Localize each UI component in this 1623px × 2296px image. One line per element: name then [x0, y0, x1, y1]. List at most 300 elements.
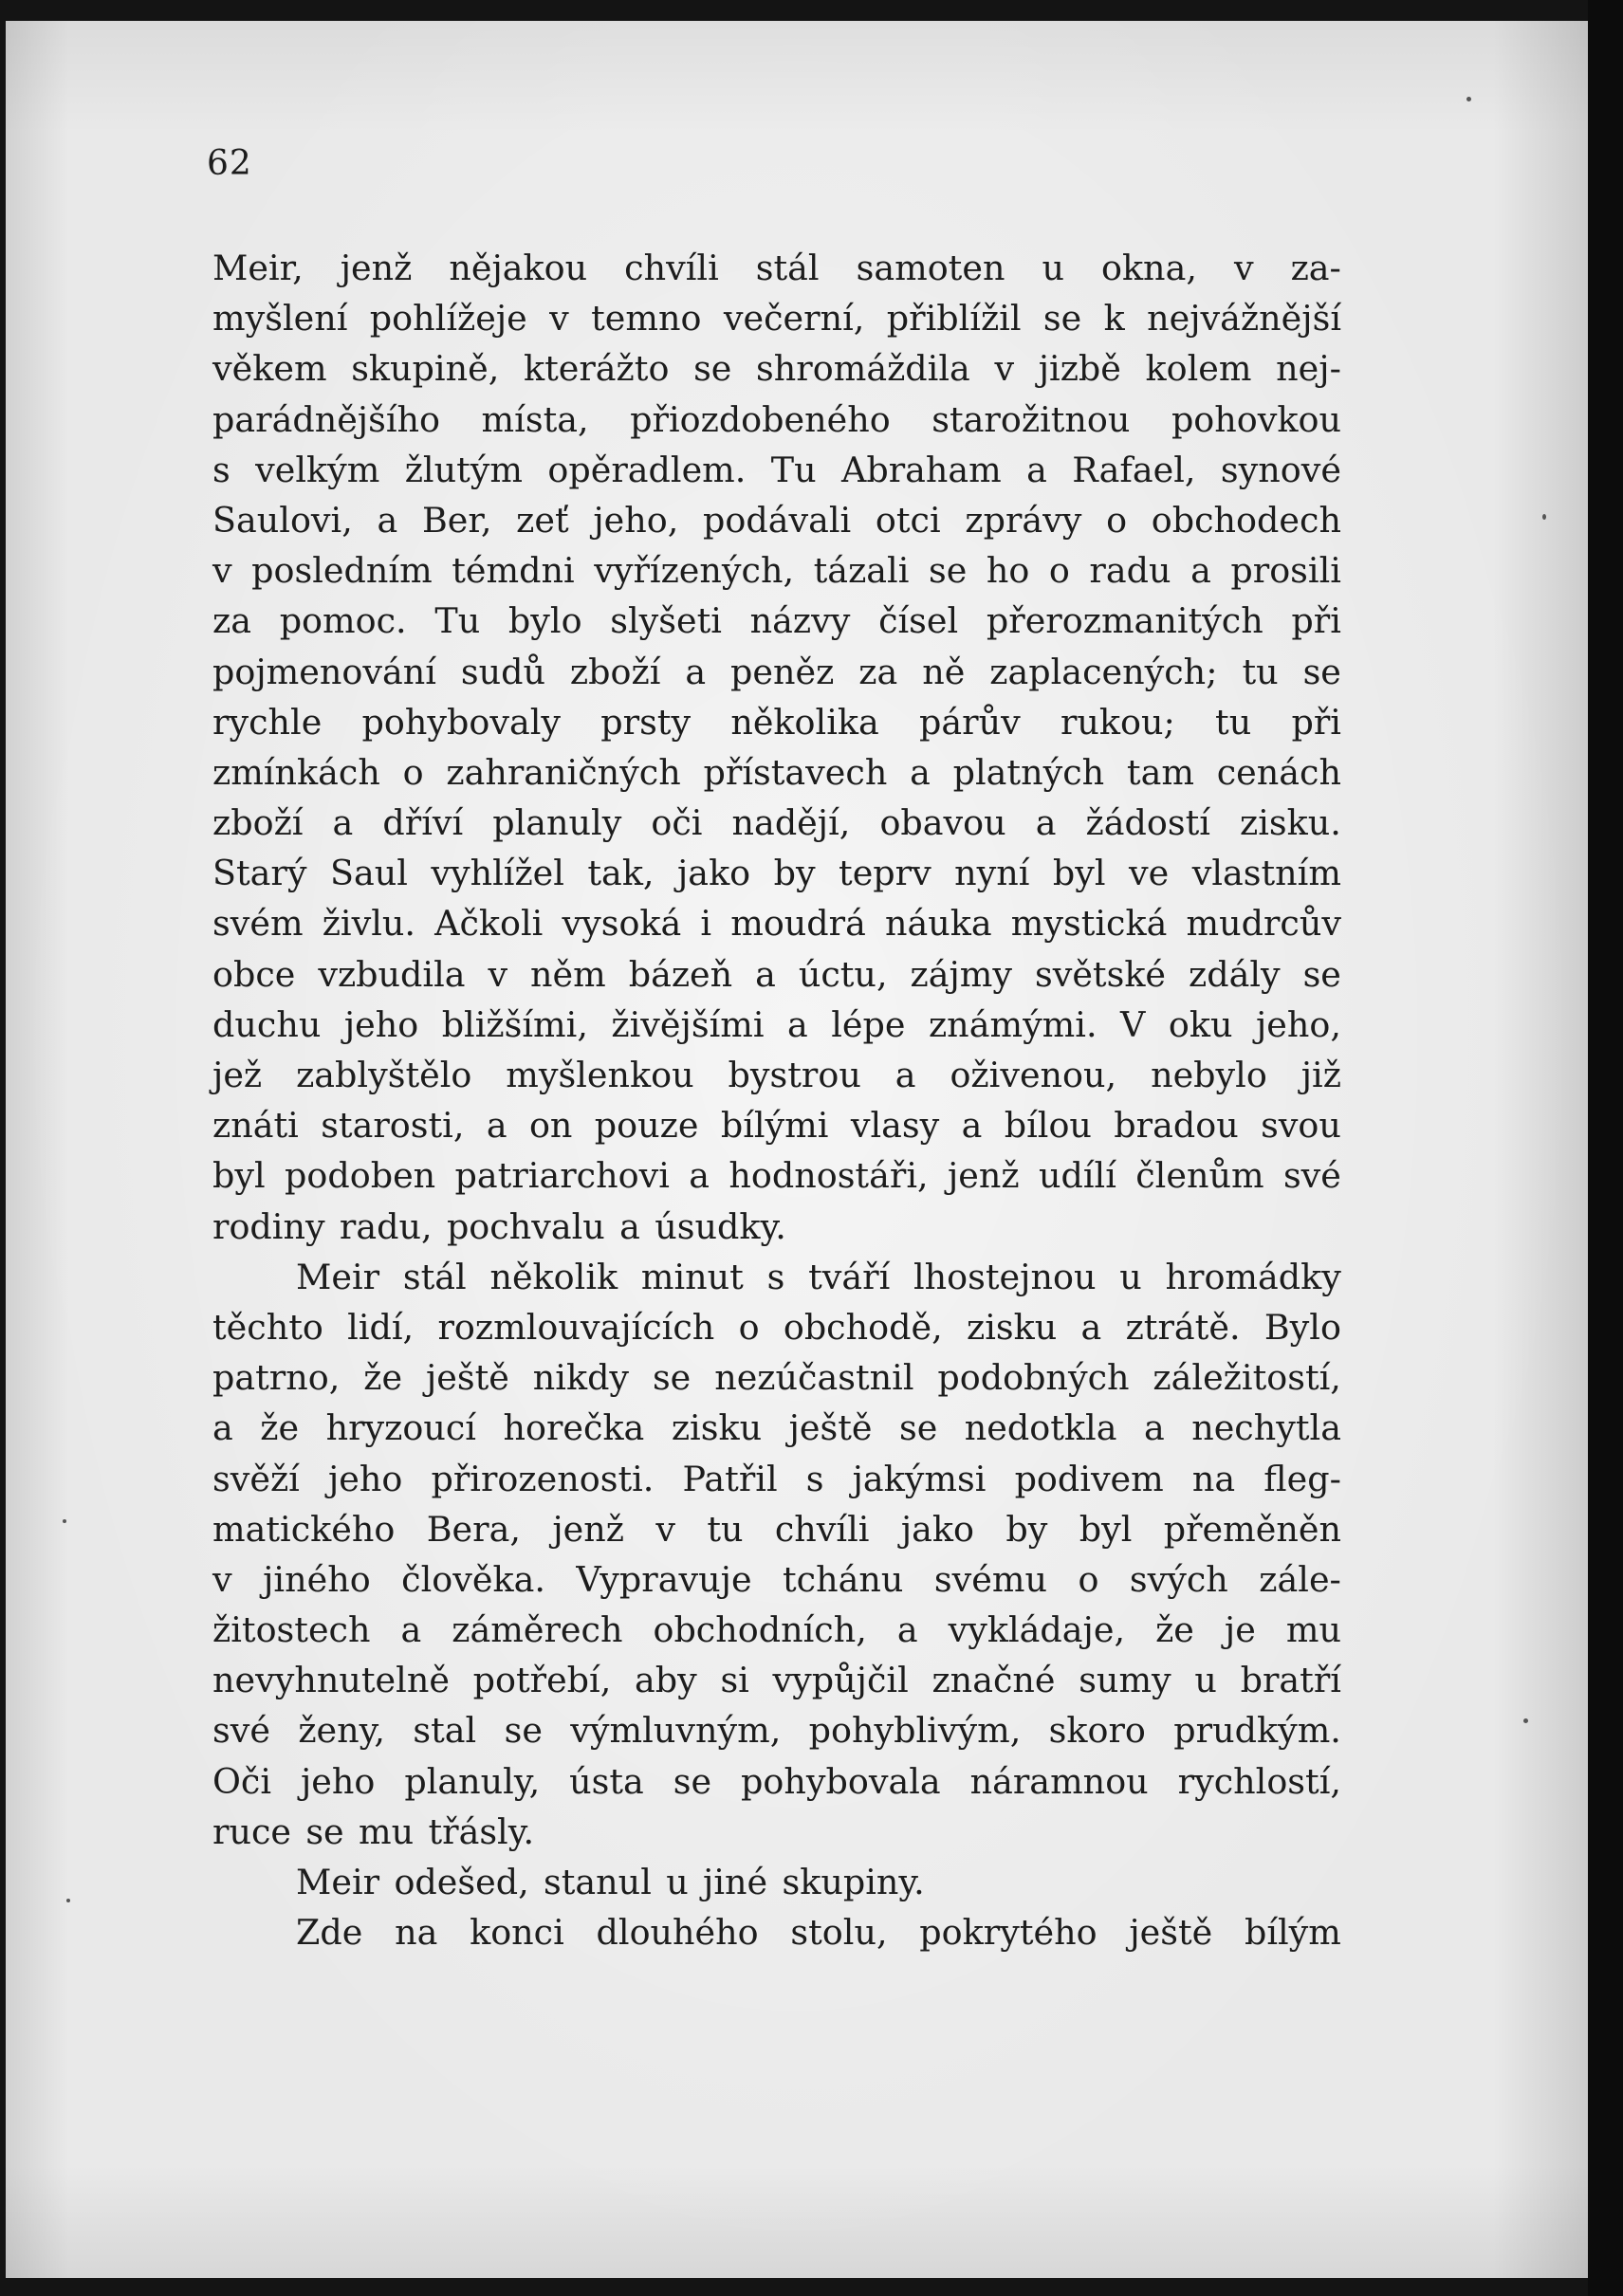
text-line	[212, 596, 1341, 646]
word: člověka.	[401, 1558, 545, 1600]
word: jeho	[327, 1458, 403, 1499]
text-line	[212, 1705, 1341, 1755]
word: Meir	[296, 1862, 380, 1902]
word: skoro	[1048, 1710, 1146, 1752]
word: duchu	[212, 1003, 322, 1045]
page-edge-shadow	[1588, 0, 1623, 2296]
word: vypůjčil	[772, 1660, 909, 1701]
word: v	[549, 298, 569, 340]
word: i	[700, 903, 712, 945]
word: v	[212, 550, 232, 592]
word: obchodních,	[653, 1609, 867, 1651]
word: v	[655, 1508, 675, 1550]
word: hromádky	[1165, 1256, 1341, 1297]
word: je	[1224, 1609, 1256, 1651]
word: že	[363, 1357, 403, 1399]
word: byl	[1079, 1508, 1133, 1550]
word: zále-	[1259, 1558, 1341, 1600]
word: s	[766, 1256, 785, 1297]
word: se	[1302, 953, 1341, 995]
word: něm	[530, 953, 606, 995]
word: záležitostí,	[1153, 1357, 1341, 1399]
word: se	[693, 348, 732, 390]
word: Abraham	[840, 449, 1002, 490]
word: vzbudila	[318, 953, 466, 995]
word: udílí	[1038, 1155, 1116, 1197]
word: radu	[1089, 550, 1171, 592]
word: potřebí,	[472, 1660, 612, 1701]
word: a	[1143, 1407, 1165, 1449]
word: nebylo	[1151, 1055, 1267, 1095]
word: bližšími,	[441, 1003, 588, 1045]
word: planuly	[492, 802, 622, 844]
word: tváří	[808, 1256, 891, 1297]
word: Ačkoli	[434, 903, 544, 945]
text-line	[212, 293, 1341, 343]
word: Rafael,	[1072, 449, 1196, 490]
word: přerozmanitých	[986, 600, 1263, 642]
word: nyní	[954, 853, 1030, 894]
text-line	[212, 848, 1341, 898]
word: rychle	[212, 701, 323, 743]
word: zisku	[671, 1407, 763, 1449]
word: pokrytého	[919, 1912, 1097, 1954]
word: myšlení	[212, 298, 348, 340]
text-line	[212, 1302, 1341, 1352]
word: otci	[875, 499, 941, 541]
word: prudkým.	[1173, 1710, 1341, 1752]
word: a	[619, 1205, 640, 1247]
word: a	[1190, 550, 1211, 592]
word: minut	[640, 1256, 744, 1297]
word: se	[1042, 298, 1082, 340]
word: chvíli	[774, 1508, 870, 1550]
paper-speck	[63, 1519, 66, 1523]
text-line	[212, 949, 1341, 1000]
word: rychlostí,	[1177, 1760, 1341, 1802]
word: a	[896, 1609, 918, 1651]
text-line	[212, 395, 1341, 445]
word: a	[212, 1407, 233, 1449]
word: ženy,	[298, 1710, 386, 1752]
word: stál	[755, 248, 820, 288]
text-line	[212, 1000, 1341, 1050]
word: a	[400, 1609, 422, 1651]
word: vyřízených,	[594, 550, 795, 592]
word: bílou	[1004, 1105, 1092, 1147]
word: lépe	[831, 1003, 906, 1045]
word: Vypravuje	[576, 1558, 752, 1600]
word: ve	[1129, 853, 1170, 894]
word: tchánu	[783, 1558, 904, 1600]
word: a	[332, 802, 354, 844]
word: za	[858, 651, 898, 692]
word: při	[1291, 701, 1341, 743]
word: konci	[470, 1912, 564, 1954]
word: Oči	[212, 1760, 272, 1802]
word: s	[212, 449, 231, 490]
word: členům	[1135, 1155, 1264, 1197]
word: ústa	[569, 1760, 644, 1802]
word: tázali	[813, 550, 910, 592]
word: a	[689, 1155, 710, 1197]
word: Patřil	[682, 1458, 778, 1499]
word: jakýmsi	[852, 1458, 987, 1499]
word: stal	[413, 1710, 477, 1752]
word: Ber,	[421, 499, 492, 541]
word: názvy	[749, 600, 851, 642]
word: živějšími	[611, 1003, 765, 1045]
word: aby	[635, 1660, 697, 1701]
word: jenž	[947, 1155, 1020, 1197]
word: stanul	[544, 1862, 652, 1902]
word: prsty	[600, 701, 692, 743]
word: několika	[730, 701, 879, 743]
word: podoben	[285, 1155, 436, 1197]
word: čísel	[878, 600, 959, 642]
word: tu	[1242, 651, 1279, 692]
word: skupiny.	[782, 1862, 925, 1902]
word: pohybovala	[741, 1760, 941, 1802]
word: temno	[591, 298, 702, 340]
word: obavou	[879, 802, 1006, 844]
text-line	[212, 495, 1341, 545]
word: těchto	[212, 1306, 323, 1348]
word: a	[755, 953, 776, 995]
word: již	[1300, 1055, 1341, 1095]
word: on	[528, 1105, 573, 1147]
word: třásly.	[428, 1810, 535, 1852]
word: svému	[933, 1558, 1047, 1600]
word: a	[377, 499, 398, 541]
word: pohlížeje	[369, 298, 527, 340]
word: kolem	[1145, 348, 1252, 390]
word: vlasy	[850, 1105, 940, 1147]
word: zmínkách	[212, 751, 380, 793]
word: cenách	[1216, 751, 1341, 793]
word: tam	[1126, 751, 1194, 793]
word: ruce	[212, 1810, 291, 1852]
word: velkým	[255, 449, 380, 490]
word: pochvalu	[446, 1205, 605, 1247]
word: tak,	[587, 853, 655, 894]
word: svou	[1261, 1105, 1341, 1147]
word: odešed,	[394, 1862, 529, 1902]
word: vlastním	[1191, 853, 1341, 894]
word: jeho	[300, 1760, 376, 1802]
word: v	[212, 1558, 232, 1600]
text-line	[212, 1454, 1341, 1504]
word: světské	[1034, 953, 1167, 995]
word: bylo	[507, 600, 582, 642]
text-line	[212, 647, 1341, 697]
word: v	[488, 953, 508, 995]
word: své	[212, 1710, 270, 1752]
word: V	[1120, 1003, 1146, 1045]
text-line	[212, 545, 1341, 596]
word: značné	[931, 1660, 1056, 1701]
word: jeho,	[1255, 1003, 1341, 1045]
word: za	[212, 600, 251, 642]
word: tu	[707, 1508, 744, 1550]
word: živlu.	[322, 903, 415, 945]
word: o	[402, 751, 424, 793]
word: planuly,	[404, 1760, 541, 1802]
word: ně	[922, 651, 966, 692]
word: Meir,	[212, 248, 304, 288]
text-line	[212, 747, 1341, 798]
word: hodnostáři,	[729, 1155, 929, 1197]
word: prosili	[1230, 550, 1341, 592]
word: znáti	[212, 1105, 299, 1147]
text-line	[212, 1605, 1341, 1655]
text-line	[212, 1150, 1341, 1201]
text-line	[212, 1554, 1341, 1605]
word: rukou;	[1060, 701, 1175, 743]
word: vykládaje,	[948, 1609, 1126, 1651]
word: byl	[1052, 853, 1106, 894]
word: v	[1233, 248, 1254, 288]
text-line	[212, 1100, 1341, 1150]
word: nadějí,	[731, 802, 851, 844]
word: zahraničných	[446, 751, 681, 793]
word: jiné	[703, 1862, 768, 1902]
word: opěradlem.	[547, 449, 747, 490]
word: a	[1026, 449, 1047, 490]
word: záměrech	[452, 1609, 623, 1651]
word: Bera,	[426, 1508, 521, 1550]
word: jizbě	[1038, 348, 1121, 390]
word: a	[1035, 802, 1057, 844]
word: nevyhnutelně	[212, 1660, 450, 1701]
word: radu,	[339, 1205, 433, 1247]
word: si	[720, 1660, 749, 1701]
word: lhostejnou	[913, 1256, 1097, 1297]
word: zboží	[212, 802, 304, 844]
word: patrno,	[212, 1357, 341, 1399]
word: nejvážnější	[1147, 298, 1341, 340]
word: podávali	[703, 499, 852, 541]
word: horečka	[503, 1407, 645, 1449]
word: několik	[489, 1256, 618, 1297]
word: oči	[651, 802, 703, 844]
word: parádnějšího	[212, 398, 441, 440]
word: a	[910, 751, 931, 793]
word: ještě	[788, 1407, 873, 1449]
word: jeho,	[593, 499, 679, 541]
text-line	[212, 1202, 1341, 1252]
word: vyhlížel	[431, 853, 564, 894]
word: mystická	[1010, 903, 1168, 945]
word: svém	[212, 903, 304, 945]
word: tu	[1215, 701, 1252, 743]
word: nechytla	[1191, 1407, 1341, 1449]
word: Meir	[296, 1256, 380, 1297]
word: dlouhého	[596, 1912, 759, 1954]
word: u	[1042, 248, 1064, 288]
word: skupině,	[351, 348, 500, 390]
word: sudů	[460, 651, 545, 692]
word: k	[1103, 298, 1125, 340]
word: zboží	[569, 651, 661, 692]
word: bílým	[1244, 1912, 1341, 1954]
word: platných	[952, 751, 1105, 793]
word: a	[486, 1105, 507, 1147]
word: slyšeti	[610, 600, 722, 642]
word: žitostech	[212, 1609, 371, 1651]
word: na	[395, 1912, 438, 1954]
paper-speck	[1523, 1718, 1528, 1723]
word: bázeň	[628, 953, 733, 995]
word: ještě	[425, 1357, 509, 1399]
word: náramnou	[969, 1760, 1149, 1802]
word: starosti,	[321, 1105, 465, 1147]
word: přeměněn	[1163, 1508, 1341, 1550]
word: místa,	[481, 398, 589, 440]
word: zájmy	[910, 953, 1013, 995]
word: nedotkla	[964, 1407, 1117, 1449]
word: se	[898, 1407, 938, 1449]
word: obchodech	[1151, 499, 1341, 541]
word: u	[666, 1862, 689, 1902]
word: jenž	[552, 1508, 624, 1550]
word: bradou	[1114, 1105, 1239, 1147]
word: pojmenování	[212, 651, 436, 692]
word: peněz	[730, 651, 835, 692]
text-line	[212, 1504, 1341, 1554]
word: oku	[1168, 1003, 1233, 1045]
word: chvíli	[624, 248, 719, 288]
text-line	[212, 898, 1341, 948]
body-text	[212, 243, 1341, 1957]
word: shromáždila	[756, 348, 970, 390]
word: že	[260, 1407, 300, 1449]
text-line	[212, 343, 1341, 394]
paper-speck	[1466, 97, 1471, 101]
text-line	[212, 697, 1341, 747]
word: kterážto	[523, 348, 670, 390]
word: zprávy	[965, 499, 1082, 541]
word: obce	[212, 953, 296, 995]
word: že	[1155, 1609, 1194, 1651]
word: oživenou,	[950, 1055, 1117, 1095]
word: úsudky.	[655, 1205, 786, 1247]
word: jako	[676, 853, 751, 894]
word: Tu	[770, 449, 817, 490]
word: dříví	[382, 802, 464, 844]
word: byl	[212, 1155, 266, 1197]
word: témdni	[452, 550, 575, 592]
text-line	[212, 445, 1341, 495]
word: u	[1194, 1660, 1217, 1701]
paper-speck	[1542, 514, 1546, 520]
word: fleg-	[1263, 1458, 1341, 1499]
word: o	[738, 1306, 760, 1348]
word: s	[805, 1458, 824, 1499]
text-line	[212, 1655, 1341, 1705]
word: podivem	[1014, 1458, 1164, 1499]
word: jeho	[343, 1003, 419, 1045]
word: jako	[900, 1508, 974, 1550]
word: přístavech	[703, 751, 888, 793]
word: rozmlouvajících	[437, 1306, 715, 1348]
word: bratří	[1240, 1660, 1341, 1701]
text-line	[212, 1050, 1341, 1100]
word: Saulovi,	[212, 499, 353, 541]
word: přirozenosti.	[431, 1458, 655, 1499]
word: ještě	[1129, 1912, 1213, 1954]
word: samoten	[856, 248, 1005, 288]
word: úctu,	[798, 953, 888, 995]
word: zdály	[1188, 953, 1281, 995]
word: stál	[402, 1256, 467, 1297]
word: jež	[212, 1055, 263, 1095]
word: a	[685, 651, 707, 692]
word: v	[994, 348, 1015, 390]
text-line	[212, 243, 1341, 293]
word: starožitnou	[931, 398, 1131, 440]
word: žádostí	[1085, 802, 1210, 844]
word: se	[652, 1357, 692, 1399]
word: nej-	[1276, 348, 1341, 390]
word: se	[1302, 651, 1341, 692]
word: pomoc.	[279, 600, 407, 642]
word: posledním	[251, 550, 433, 592]
word: na	[1191, 1458, 1236, 1499]
word: okna,	[1100, 248, 1197, 288]
word: výmluvným,	[570, 1710, 782, 1752]
word: a	[1080, 1306, 1102, 1348]
word: o	[1078, 1558, 1099, 1600]
word: se	[928, 550, 968, 592]
word: pohovkou	[1171, 398, 1341, 440]
word: žlutým	[404, 449, 524, 490]
word: se	[305, 1810, 344, 1852]
word: večerní,	[723, 298, 865, 340]
word: sumy	[1079, 1660, 1171, 1701]
word: a	[894, 1055, 916, 1095]
word: by	[773, 853, 816, 894]
word: matického	[212, 1508, 396, 1550]
word: stolu,	[790, 1912, 888, 1954]
word: pohyblivým,	[808, 1710, 1022, 1752]
word: mu	[1285, 1609, 1341, 1651]
text-line	[212, 1907, 1341, 1957]
word: nějakou	[449, 248, 588, 288]
word: lidí,	[347, 1306, 415, 1348]
word: ztrátě.	[1125, 1306, 1241, 1348]
word: by	[1005, 1508, 1048, 1550]
word: přiozdobeného	[630, 398, 891, 440]
word: jiného	[263, 1558, 371, 1600]
word: svých	[1129, 1558, 1228, 1600]
word: synové	[1220, 449, 1341, 490]
word: zeť	[516, 499, 569, 541]
text-line	[212, 1403, 1341, 1453]
word: Saul	[329, 853, 408, 894]
word: se	[673, 1760, 712, 1802]
word: vysoká	[562, 903, 682, 945]
word: náuka	[884, 903, 992, 945]
word: Zde	[296, 1912, 363, 1954]
word: jenž	[340, 248, 413, 288]
word: o	[1048, 550, 1070, 592]
word: ho	[986, 550, 1030, 592]
word: mudrcův	[1186, 903, 1341, 945]
word: svěží	[212, 1458, 300, 1499]
word: zisku.	[1240, 802, 1341, 844]
word: moudrá	[730, 903, 866, 945]
